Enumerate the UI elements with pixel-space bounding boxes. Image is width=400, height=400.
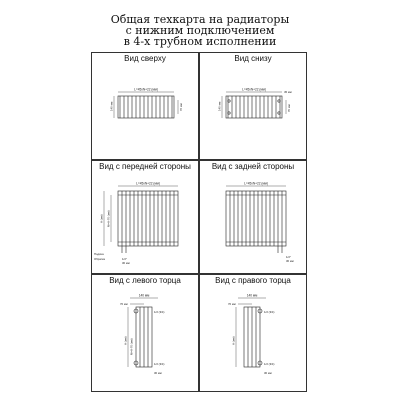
- bottom-pipe-dim: 70 мм: [287, 104, 291, 112]
- left-end-connection-dim: 30 мм: [154, 371, 162, 375]
- top-pipe-dim: 76 мм: [179, 103, 183, 111]
- bottom-length-dim: L=45xN+22 (мм): [242, 87, 266, 92]
- left-end-thread-bottom: 1/2 (3/4): [154, 362, 165, 366]
- view-front-drawing: [92, 161, 200, 275]
- view-left-end-label: Вид с левого торца: [109, 276, 181, 285]
- top-length-dim: L=45xN+22 (мм): [134, 87, 158, 92]
- right-end-connection-dim: 30 мм: [264, 371, 272, 375]
- view-top-panel: [91, 52, 199, 160]
- view-right-end-panel: [199, 274, 307, 392]
- view-left-end-drawing: [92, 275, 200, 393]
- title-line-3: в 4-х трубном исполнении: [123, 35, 277, 48]
- view-bottom-drawing: [200, 53, 308, 161]
- view-top-drawing: [92, 53, 200, 161]
- front-connection-dim: 30 мм: [122, 261, 130, 265]
- view-front-panel: [91, 160, 199, 274]
- bottom-depth-dim: 140 мм: [217, 101, 222, 111]
- front-height-dim: H (мм): [99, 214, 104, 223]
- back-length-dim: L=45xN+22 (мм): [244, 181, 268, 186]
- view-top-label: Вид сверху: [124, 54, 166, 63]
- view-right-end-label: Вид с правого торца: [215, 276, 291, 285]
- view-front-label: Вид с передней стороны: [99, 162, 191, 171]
- right-end-pipe-dim: 70 мм: [228, 302, 236, 306]
- left-end-depth-dim: 140 мм: [138, 293, 150, 298]
- front-supply-label: Подача: [94, 252, 104, 256]
- right-end-height-dim: H (мм): [231, 336, 236, 345]
- left-end-pipe-dim: 70 мм: [120, 302, 128, 306]
- front-thread-label: 1/2": [122, 257, 127, 261]
- view-bottom-label: Вид снизу: [234, 54, 272, 63]
- view-right-end-drawing: [200, 275, 308, 393]
- bottom-offset-dim: 45 мм: [284, 90, 292, 94]
- back-thread-label: 1/2": [286, 255, 291, 259]
- title-line-1: Общая техкарта на радиаторы: [110, 13, 290, 26]
- front-return-label: Обратка: [94, 257, 105, 261]
- right-end-thread-bottom: 1/2 (3/4): [264, 362, 275, 366]
- top-depth-dim: 140 мм: [109, 101, 114, 111]
- sheet-title: [0, 14, 400, 47]
- view-bottom-panel: [199, 52, 307, 160]
- right-end-thread-top: 1/2 (3/4): [264, 310, 275, 314]
- title-line-2: с нижним подключением: [125, 24, 275, 37]
- left-end-center-dim: M=H-70 (мм): [129, 338, 134, 355]
- left-end-thread-top: 1/2 (3/4): [154, 310, 165, 314]
- back-connection-dim: 30 мм: [286, 259, 294, 263]
- view-back-drawing: [200, 161, 308, 275]
- view-back-panel: [199, 160, 307, 274]
- view-back-label: Вид с задней стороны: [211, 162, 295, 171]
- views-grid: [91, 52, 307, 392]
- front-length-dim: L=45xN+22 (мм): [136, 181, 160, 186]
- view-left-end-panel: [91, 274, 199, 392]
- front-center-dim: M=H-70 (мм): [106, 210, 111, 227]
- left-end-height-dim: H (мм): [123, 336, 128, 345]
- right-end-depth-dim: 140 мм: [246, 293, 258, 298]
